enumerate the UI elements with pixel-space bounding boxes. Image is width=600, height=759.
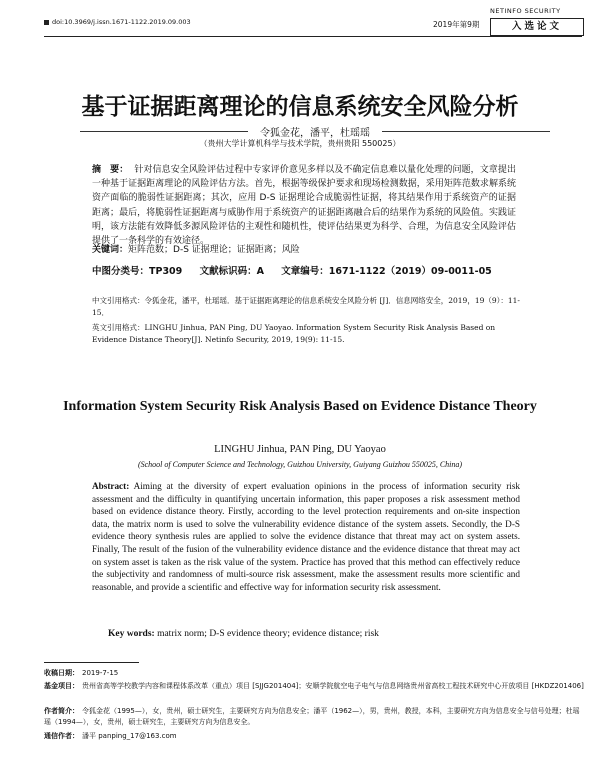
keywords-en-label: Key words: — [108, 629, 155, 639]
affiliation-zh: （贵州大学计算机科学与技术学院，贵州贵阳 550025） — [199, 139, 401, 148]
authors-zh: 令狐金花，潘平，杜瑶瑶 — [260, 128, 370, 139]
paper-title-zh: 基于证据距离理论的信息系统安全风险分析 — [81, 94, 519, 120]
bio-label: 作者简介： — [44, 707, 79, 715]
classification-line — [92, 263, 522, 277]
footnote-bio — [44, 706, 584, 728]
keywords-zh — [92, 242, 516, 255]
clc-number: 中图分类号：TP309 — [92, 266, 183, 277]
affiliation-en: (School of Computer Science and Technology, Guizhou University, Guiyang Guizhou 550025, China) — [137, 460, 463, 469]
abstract-en — [92, 480, 520, 593]
keywords-en-text: matrix norm; D-S evidence theory; evidence distance; risk — [157, 629, 379, 639]
abstract-zh-label: 摘 要： — [92, 165, 129, 175]
contact-text: 潘平 panping_17@163.com — [82, 732, 177, 740]
section-tag: 入选论文 — [490, 18, 584, 36]
keywords-en — [108, 629, 528, 639]
bio-text: 令狐金花（1995—），女，贵州，硕士研究生，主要研究方向为信息安全；潘平（1962—），男，贵州，教授，本科，主要研究方向为信息安全与信号处理；杜瑶瑶（1994—），女，贵州，硕士研究生，主要研究方向为信息安全。 — [44, 707, 580, 726]
paper-title-en: Information System Security Risk Analysis Based on Evidence Distance Theory — [63, 399, 537, 414]
author-line-zh — [80, 124, 550, 139]
article-number: 文章编号：1671-1122（2019）09-0011-05 — [281, 266, 492, 277]
footnote-fund — [44, 681, 584, 692]
keywords-zh-text: 矩阵范数；D-S 证据理论；证据距离；风险 — [128, 245, 300, 255]
header-divider — [44, 36, 582, 37]
author-rule-right — [382, 131, 550, 132]
document-code: 文献标识码：A — [199, 266, 264, 277]
abstract-zh — [92, 163, 516, 248]
abstract-zh-text: 针对信息安全风险评估过程中专家评价意见多样以及不确定信息难以量化处理的问题，文章提出一种基于证据距离理论的风险评估方法。首先，根据等级保护要求和现场检测数据，采用矩阵范数求解系统资产面临的脆弱性证据距离；其次，应用 D-S 证据理论合成脆弱性证据，将其结果作用于系统资产的证据距离；最后，将脆弱性证据距离与威胁作用于系统资产的证据距离融合后的结果作为系统的风险值。实践证明，该方法能有效降低多源风险评估的主观性和随机性，使评估结果更为科学、合理，为信息安全风险评估提供了一条科学的有效途径。 — [92, 165, 516, 247]
fund-label: 基金项目： — [44, 682, 79, 690]
citation-zh: 中文引用格式：令狐金花，潘平，杜瑶瑶．基于证据距离理论的信息系统安全风险分析 [J]．信息网络安全，2019，19（9）：11-15． — [92, 296, 520, 317]
footnote-received — [44, 668, 584, 679]
authors-en: LINGHU Jinhua, PAN Ping, DU Yaoyao — [214, 444, 386, 455]
keywords-zh-label: 关键词： — [92, 245, 129, 255]
received-date: 2019-7-15 — [82, 669, 119, 677]
citation-en: 英文引用格式：LINGHU Jinhua, PAN Ping, DU Yaoyao. Information System Security Risk Analysis Based on Evidence Distance Theory[J]. Netinfo Security, 2019, 19(9): 11-15. — [92, 323, 496, 344]
footnote-divider — [44, 662, 139, 663]
abstract-en-text: Aiming at the diversity of expert evaluation opinions in the process of information security risk assessment and the difficulty in quantifying uncertain information, this paper proposes a risk assessment method based on evidence distance theory. Firstly, according to the level protection requirements and on-site inspection data, the matrix norm is used to solve the vulnerability evidence distance of the system assets. Secondly, the D-S evidence theory synthesis rules are applied to solve the evidence distance that threat may act on system assets. Finally, The result of the fusion of the vulnerability evidence distance and the evidence distance that threat may act on system asset is taken as the risk value of the system. Practice has proved that this method can effectively reduce the subjectivity and randomness of multi-source risk assessment, make the assessment results more scientific and reasonable, and provide a scientific and effective way for information security risk assessment. — [92, 481, 520, 592]
author-rule-left — [80, 131, 248, 132]
footnote-contact — [44, 731, 584, 742]
fund-text: 贵州省高等学校教学内容和课程体系改革（重点）项目 [SJJG201404]；安顺学院航空电子电气与信息网络贵州省高校工程技术研究中心开放项目 [HKDZ201406] — [82, 682, 584, 690]
contact-label: 通信作者： — [44, 732, 79, 740]
doi-line: doi:10.3969/j.issn.1671-1122.2019.09.003 — [44, 18, 191, 26]
journal-issue: 2019年第9期 — [433, 20, 480, 29]
journal-brand: NETINFO SECURITY — [490, 7, 561, 15]
received-label: 收稿日期： — [44, 669, 79, 677]
abstract-en-label: Abstract: — [92, 481, 130, 491]
